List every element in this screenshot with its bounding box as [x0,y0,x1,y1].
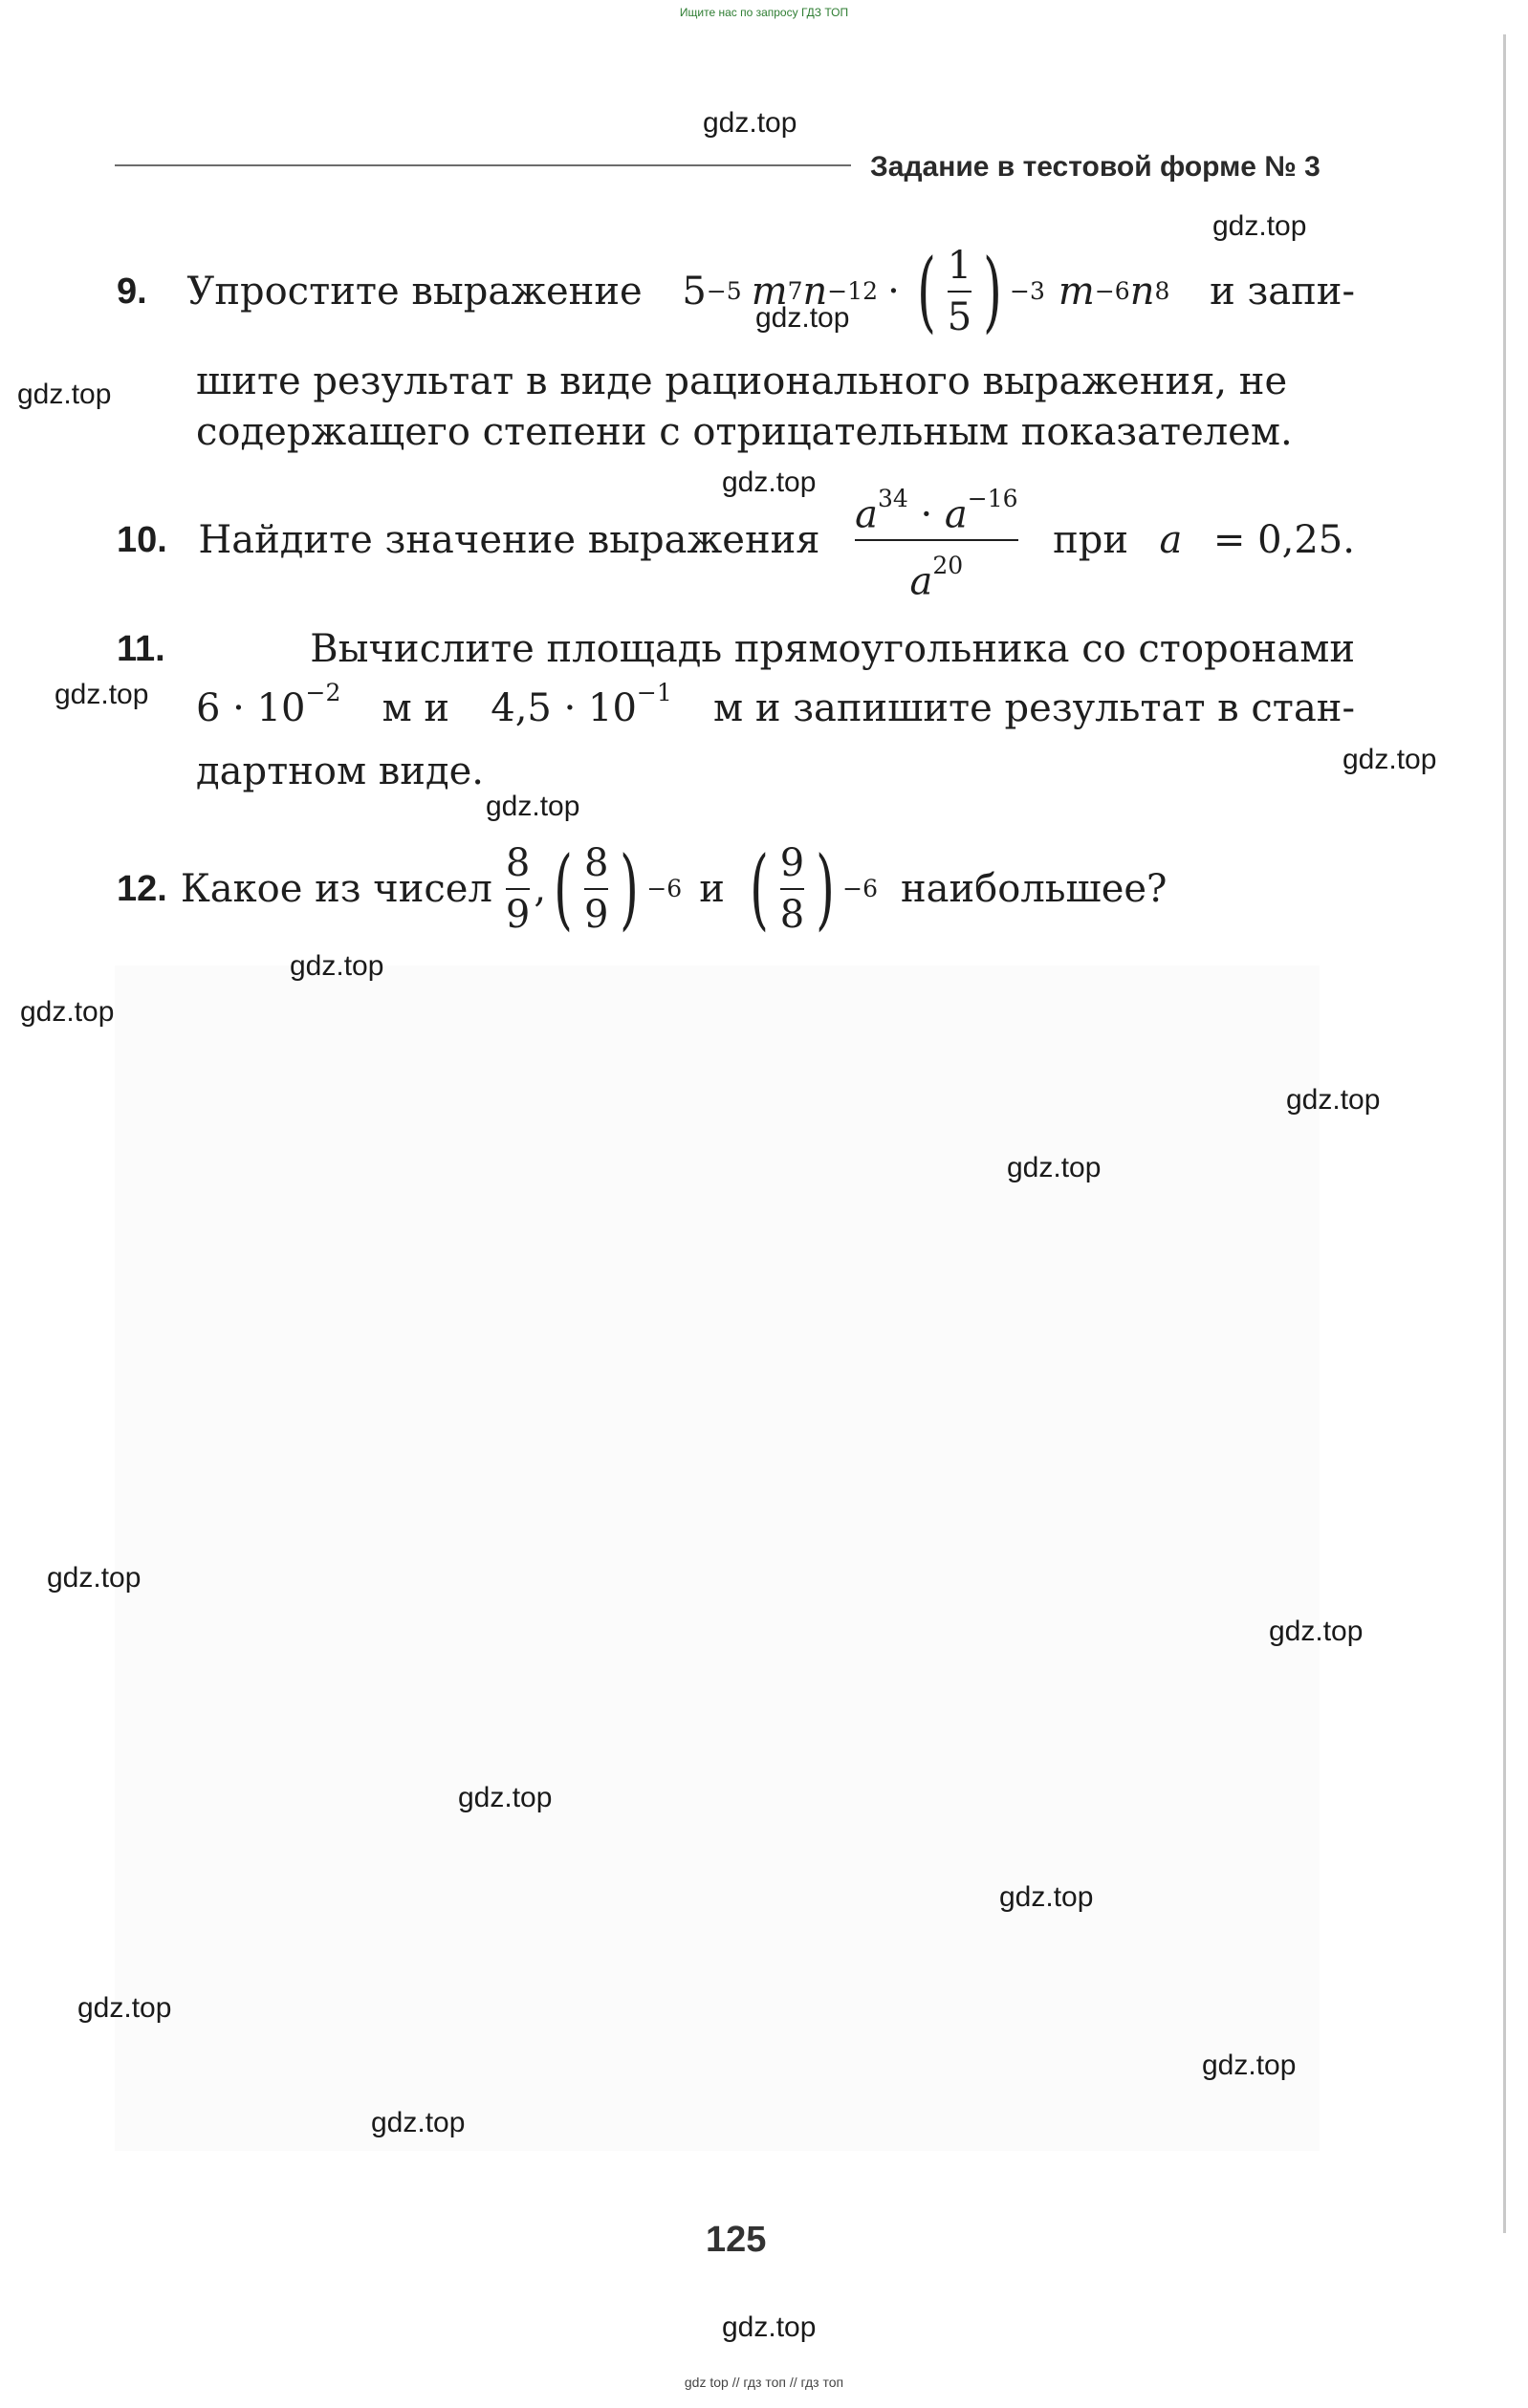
problem-9-line-1 [117,240,1355,342]
top-note: Ищите нас по запросу ГДЗ ТОП [679,6,849,19]
problem-text: Упростите выражение [186,270,643,314]
fraction-expression: $\frac{a^{34} \cdot a^{-16}}{a^{20}}$ [855,484,1018,604]
watermark: gdz.top [486,791,580,822]
problem-text-tail: наибольшее? [900,867,1168,911]
problem-number: 11. [117,629,165,669]
watermark: gdz.top [1202,2050,1297,2081]
problem-9-line-3: содержащего степени с отрицательным показателем. [196,410,1293,454]
problem-11-line-3: дартном виде. [196,749,484,793]
watermark: gdz.top [458,1782,553,1813]
watermark: gdz.top [1212,210,1307,242]
bleed-through-figure [115,965,1320,2151]
watermark: gdz.top [1342,744,1437,775]
watermark: gdz.top [1007,1152,1102,1183]
side-a: $6 \cdot 10^{-2}$ [196,678,341,730]
problem-number: 9. [117,271,147,312]
watermark: gdz.top [755,302,850,334]
problem-11-line-1 [117,623,1355,675]
bottom-note: gdz top // гдз топ // гдз топ [684,2375,844,2390]
problem-text: м и запишите результат в стан- [712,686,1355,730]
page-number: 125 [706,2220,767,2260]
watermark: gdz.top [47,1562,142,1594]
expression: 5 −5 m 7 n −12 · ( $\frac{1}{5}$ ) −3 m −6 n 8 [682,240,1170,342]
header-rule [115,164,851,166]
watermark: gdz.top [703,107,797,139]
watermark: gdz.top [20,996,115,1028]
problem-12: 12. Какое из чисел $\frac{8}{9}$ , ( $\frac{8}{9}$ ) −6 и ( $\frac{9}{8}$ ) −6 наибольшее? [117,837,1168,940]
section-title: Задание в тестовой форме № 3 [870,151,1321,183]
watermark: gdz.top [722,2311,817,2343]
problem-11-line-2 [196,678,1355,734]
problem-number: 10. [117,520,167,560]
watermark: gdz.top [1269,1616,1364,1647]
variable-a: a [1159,518,1183,562]
watermark: gdz.top [722,466,817,498]
problem-text: Вычислите площадь прямоугольника со сторонами [310,627,1355,671]
problem-text: Какое из чисел [180,867,492,911]
page-edge-shadow [1503,34,1506,2233]
watermark: gdz.top [1286,1084,1381,1116]
problem-text-tail: при [1053,518,1128,562]
problem-text-and: и [699,867,725,911]
problem-number: 12. [117,869,167,909]
problem-text-tail: и запи- [1210,270,1355,314]
watermark: gdz.top [371,2107,466,2138]
problem-9-line-2: шите результат в виде рационального выражения, не [196,359,1288,403]
problem-text: м и [382,686,450,730]
value-equation: = 0,25. [1212,518,1355,562]
power-8-9: ( $\frac{8}{9}$ ) −6 [554,837,683,940]
watermark: gdz.top [999,1881,1094,1913]
watermark: gdz.top [77,1992,172,2024]
power-9-8: ( $\frac{9}{8}$ ) −6 [749,837,878,940]
problem-text: Найдите значение выражения [198,518,820,562]
watermark: gdz.top [290,950,384,982]
fraction-8-9: $\frac{8}{9}$ [505,841,531,937]
watermark: gdz.top [17,379,112,410]
side-b: $4,5 \cdot 10^{-1}$ [491,678,672,730]
watermark: gdz.top [55,679,149,710]
